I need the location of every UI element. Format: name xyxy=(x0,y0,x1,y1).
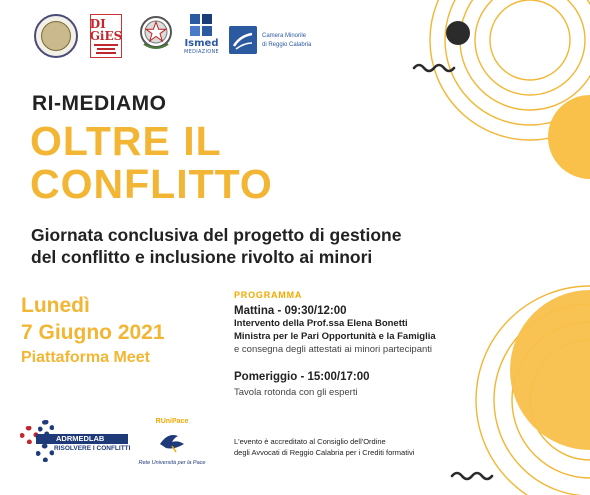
accredit-line1: L'evento è accreditato al Consiglio dell'Ordine xyxy=(234,437,386,446)
ismed-subtitle: MEDIAZIONE xyxy=(184,49,219,55)
event-subtitle xyxy=(31,224,401,268)
afternoon-time: Pomeriggio - 15:00/17:00 xyxy=(234,371,370,383)
accredit-line2: degli Avvocati di Reggio Calabria per i Crediti formativi xyxy=(234,448,415,457)
adrmedlab-logo xyxy=(14,418,131,466)
camera-minorile-text xyxy=(262,32,311,50)
program-heading: PROGRAMMA xyxy=(234,290,303,300)
program-section xyxy=(234,290,534,399)
event-platform: Piattaforma Meet xyxy=(21,349,150,366)
runipace-tagline: Rete Università per la Pace xyxy=(138,460,206,466)
university-seal-logo xyxy=(34,14,78,58)
ismed-logo xyxy=(184,14,219,55)
adrmedlab-tagline: RISOLVERE I CONFLITTI xyxy=(54,445,131,452)
runipace-logo xyxy=(134,412,210,478)
title-line1: OLTRE IL xyxy=(30,118,222,164)
morning-line3: e consegna degli attestati ai minori partecipanti xyxy=(234,344,433,355)
title-line2: CONFLITTO xyxy=(30,161,273,207)
camera-line1: Camera Minorile xyxy=(262,33,307,39)
accreditation-note xyxy=(234,436,414,458)
camera-minorile-logo xyxy=(229,26,257,54)
camera-line2: di Reggio Calabria xyxy=(262,42,312,48)
star-emblem-icon xyxy=(138,14,174,52)
digies-logo xyxy=(90,14,122,58)
event-date: 7 Giugno 2021 xyxy=(21,321,165,344)
event-eyebrow: RI-MEDIAMO xyxy=(32,92,167,115)
runipace-name: RUniPace xyxy=(155,418,189,425)
morning-line2: Ministra per le Pari Opportunità e la Famiglia xyxy=(234,331,436,342)
seal-icon xyxy=(34,14,78,58)
republic-emblem-logo xyxy=(138,14,174,52)
event-title xyxy=(30,120,273,206)
event-date-block xyxy=(21,292,165,369)
dove-icon xyxy=(158,432,186,454)
subtitle-line1: Giornata conclusiva del progetto di gestione xyxy=(31,225,402,245)
subtitle-line2: del conflitto e inclusione rivolto ai minori xyxy=(31,247,373,267)
morning-line1: Intervento della Prof.ssa Elena Bonetti xyxy=(234,318,408,329)
ismed-squares-icon xyxy=(190,14,212,36)
ismed-label: Ismed xyxy=(184,38,219,49)
digies-logo-text: DI GiES xyxy=(89,17,123,43)
event-day: Lunedì xyxy=(21,294,90,317)
hands-icon xyxy=(229,26,257,54)
gear-icon xyxy=(36,444,54,462)
adrmedlab-name: ADRMEDLAB xyxy=(36,434,128,444)
morning-time: Mattina - 09:30/12:00 xyxy=(234,305,347,317)
afternoon-line1: Tavola rotonda con gli esperti xyxy=(234,387,358,398)
